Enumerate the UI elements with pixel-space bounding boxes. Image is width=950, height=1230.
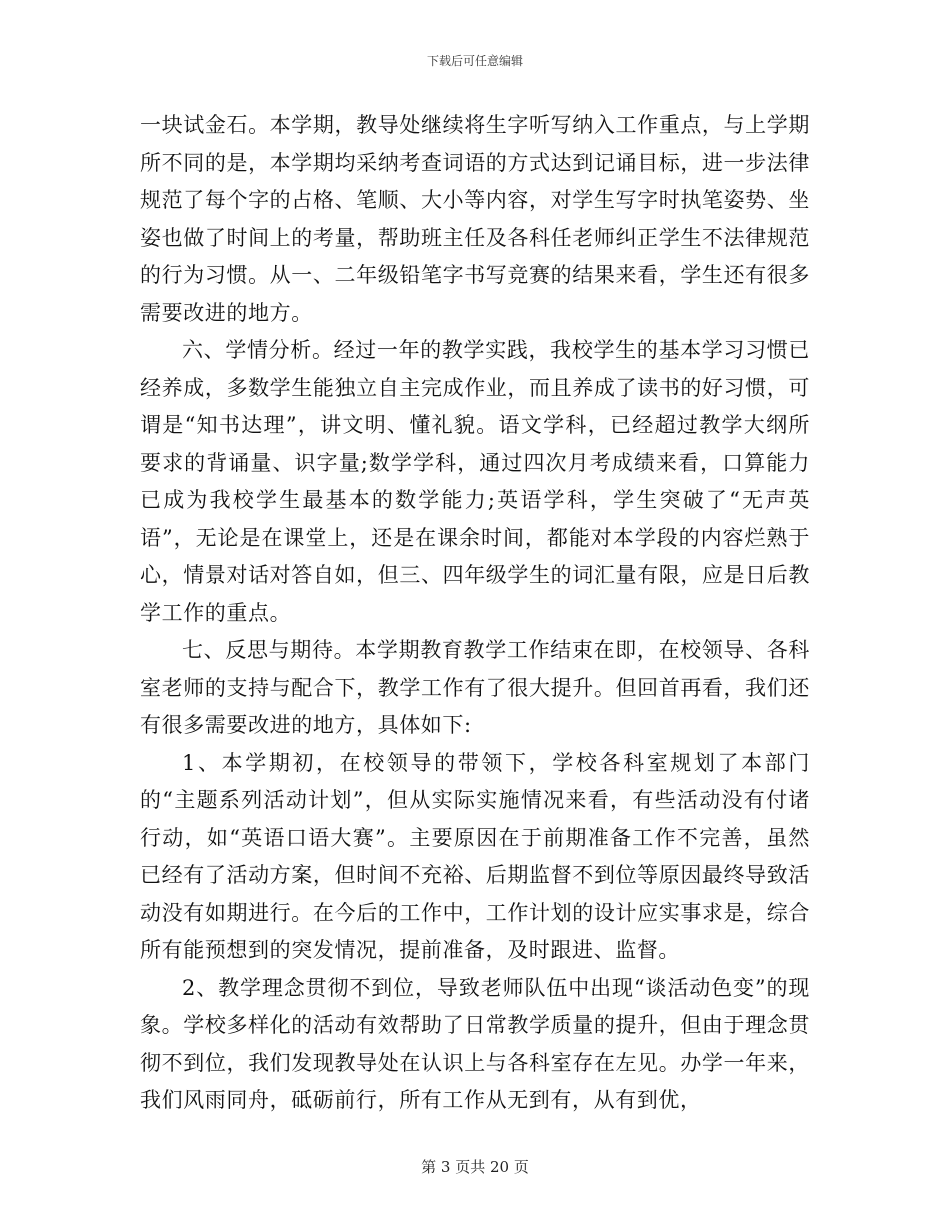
paragraph-item-1: 1、本学期初，在校领导的带领下，学校各科室规划了本部门的“主题系列活动计划”，但从实际实施情况来看，有些活动没有付诸行动，如“英语口语大赛”。主要原因在于前期准备工作不完善，虽然已经有了活动方案，但时间不充裕、后期监督不到位等原因最终导致活动没有如期进行。在今后的工作中，工作计划的设计应实事求是，综合所有能预想到的突发情况，提前准备，及时跟进、监督。 xyxy=(140,750,810,962)
document-body xyxy=(140,107,810,1120)
page-header-note: 下载后可任意编辑 xyxy=(426,54,523,68)
paragraph-continuation: 一块试金石。本学期，教导处继续将生字听写纳入工作重点，与上学期所不同的是，本学期均采纳考查词语的方式达到记诵目标，进一步法律规范了每个字的占格、笔顺、大小等内容，对学生写字时执笔姿势、坐姿也做了时间上的考量，帮助班主任及各科任老师纠正学生不法律规范的行为习惯。从一、二年级铅笔字书写竞赛的结果来看，学生还有很多需要改进的地方。 xyxy=(140,113,810,325)
page-number: 第 3 页共 20 页 xyxy=(421,1158,529,1176)
paragraph-item-2: 2、教学理念贯彻不到位，导致老师队伍中出现“谈活动色变”的现象。学校多样化的活动有效帮助了日常教学质量的提升，但由于理念贯彻不到位，我们发现教导处在认识上与各科室存在左见。办学一年来，我们风雨同舟，砥砺前行，所有工作从无到有，从有到优， xyxy=(140,975,810,1112)
paragraph-reflection: 七、反思与期待。本学期教育教学工作结束在即，在校领导、各科室老师的支持与配合下，教学工作有了很大提升。但回首再看，我们还有很多需要改进的地方，具体如下: xyxy=(140,638,810,737)
paragraph-learning-analysis: 六、学情分析。经过一年的教学实践，我校学生的基本学习习惯已经养成，多数学生能独立自主完成作业，而且养成了读书的好习惯，可谓是“知书达理”，讲文明、懂礼貌。语文学科，已经超过教学大纲所要求的背诵量、识字量;数学学科，通过四次月考成绩来看，口算能力已成为我校学生最基本的数学能力;英语学科，学生突破了“无声英语”，无论是在课堂上，还是在课余时间，都能对本学段的内容烂熟于心，情景对话对答自如，但三、四年级学生的词汇量有限，应是日后教学工作的重点。 xyxy=(140,338,810,625)
